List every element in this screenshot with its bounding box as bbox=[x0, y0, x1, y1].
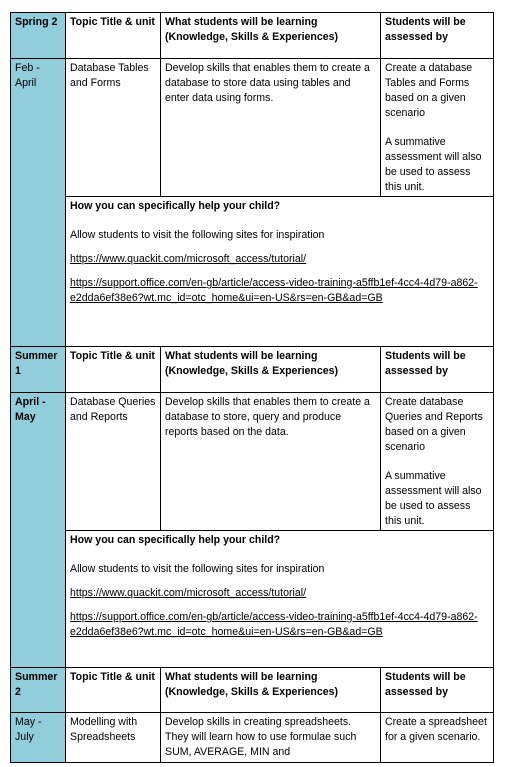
term-label: Summer 1 bbox=[11, 347, 66, 393]
period-cell bbox=[11, 59, 66, 347]
quackit-link[interactable]: https://www.quackit.com/microsoft_access/tutorial/ bbox=[70, 587, 307, 599]
quackit-link[interactable]: https://www.quackit.com/microsoft_access/tutorial/ bbox=[70, 253, 307, 265]
term-label: Spring 2 bbox=[11, 13, 66, 59]
topic-cell: Modelling with Spreadsheets bbox=[66, 713, 161, 763]
topic-header: Topic Title & unit bbox=[66, 347, 161, 393]
topic-cell: Database Queries and Reports bbox=[66, 393, 161, 531]
period-label: May - July bbox=[15, 716, 42, 743]
help-row bbox=[11, 197, 494, 347]
assessed-cell bbox=[381, 713, 494, 763]
help-text: Allow students to visit the following sites for inspiration bbox=[70, 563, 325, 575]
help-text: Allow students to visit the following sites for inspiration bbox=[70, 229, 325, 241]
learning-header: What students will be learning (Knowledge, Skills & Experiences) bbox=[161, 13, 381, 59]
office-support-link[interactable]: https://support.office.com/en-gb/article/access-video-training-a5ffb1ef-4cc4-4d79-a862-e2dda6ef38e6?wt.mc_id=otc_home&ui=en-US&rs=en-GB&ad=GB bbox=[70, 277, 478, 304]
curriculum-table bbox=[10, 12, 494, 763]
period-label: Feb - April bbox=[15, 62, 40, 89]
period-cell bbox=[11, 713, 66, 763]
assessed-header: Students will be assessed by bbox=[381, 13, 494, 59]
assessed-header: Students will be assessed by bbox=[381, 347, 494, 393]
help-cell bbox=[66, 197, 494, 347]
content-row bbox=[11, 59, 494, 197]
period-label: April - May bbox=[15, 396, 46, 423]
learning-cell: Develop skills in creating spreadsheets. They will learn how to use formulae such SUM, AVERAGE, MIN and bbox=[161, 713, 381, 763]
header-row bbox=[11, 668, 494, 713]
assessed-header: Students will be assessed by bbox=[381, 668, 494, 713]
help-title: How you can specifically help your child? bbox=[70, 200, 281, 212]
learning-cell: Develop skills that enables them to create a database to store data using tables and enter data using forms. bbox=[161, 59, 381, 197]
help-title: How you can specifically help your child? bbox=[70, 534, 281, 546]
assessed-summative: A summative assessment will also be used to assess this unit. bbox=[385, 136, 482, 193]
learning-header: What students will be learning (Knowledge, Skills & Experiences) bbox=[161, 347, 381, 393]
learning-cell: Develop skills that enables them to create a database to store, query and produce reports based on the data. bbox=[161, 393, 381, 531]
assessed-text: Create database Queries and Reports based on a given scenario bbox=[385, 396, 483, 453]
help-row bbox=[11, 531, 494, 668]
assessed-cell bbox=[381, 393, 494, 531]
assessed-text: Create a spreadsheet for a given scenario. bbox=[385, 716, 487, 743]
assessed-summative: A summative assessment will also be used to assess this unit. bbox=[385, 470, 482, 527]
topic-header: Topic Title & unit bbox=[66, 668, 161, 713]
content-row bbox=[11, 393, 494, 531]
term-label: Summer 2 bbox=[11, 668, 66, 713]
header-row bbox=[11, 13, 494, 59]
topic-cell: Database Tables and Forms bbox=[66, 59, 161, 197]
office-support-link[interactable]: https://support.office.com/en-gb/article/access-video-training-a5ffb1ef-4cc4-4d79-a862-e2dda6ef38e6?wt.mc_id=otc_home&ui=en-US&rs=en-GB&ad=GB bbox=[70, 611, 478, 638]
content-row bbox=[11, 713, 494, 763]
assessed-text: Create a database Tables and Forms based on a given scenario bbox=[385, 62, 473, 119]
help-cell bbox=[66, 531, 494, 668]
period-cell bbox=[11, 393, 66, 668]
header-row bbox=[11, 347, 494, 393]
topic-header: Topic Title & unit bbox=[66, 13, 161, 59]
learning-header: What students will be learning (Knowledge, Skills & Experiences) bbox=[161, 668, 381, 713]
assessed-cell bbox=[381, 59, 494, 197]
